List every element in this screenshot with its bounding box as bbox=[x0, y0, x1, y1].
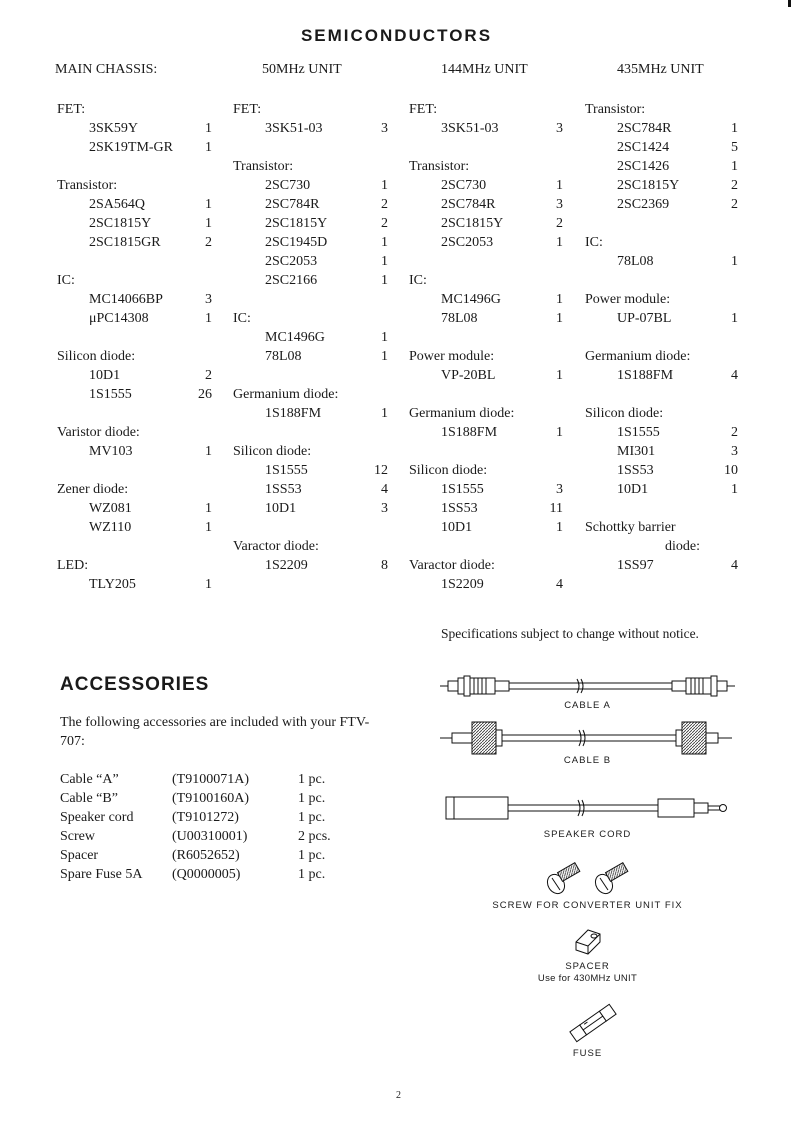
category-label: Transistor: bbox=[57, 178, 118, 193]
part-number: 78L08 bbox=[265, 349, 302, 364]
part-quantity: 2 bbox=[731, 197, 738, 212]
part-number: 1S188FM bbox=[265, 406, 322, 421]
part-quantity: 10 bbox=[724, 463, 738, 478]
part-number: 1SS53 bbox=[441, 501, 478, 516]
part-number: 2SC1426 bbox=[617, 159, 670, 174]
part-number: TLY205 bbox=[89, 577, 136, 592]
cable-b-illustration bbox=[440, 718, 735, 758]
part-row bbox=[585, 309, 738, 328]
accessory-part-number: (T9100160A) bbox=[172, 791, 249, 806]
part-number: 10D1 bbox=[265, 501, 297, 516]
part-row bbox=[585, 157, 738, 176]
part-quantity: 2 bbox=[731, 178, 738, 193]
part-quantity: 3 bbox=[556, 121, 563, 136]
accessory-part-number: (T9101272) bbox=[172, 810, 239, 825]
category-label: FET: bbox=[409, 102, 438, 117]
part-quantity: 1 bbox=[205, 577, 212, 592]
part-row bbox=[409, 214, 563, 233]
cable-a-illustration bbox=[440, 673, 735, 699]
part-number: 2SC730 bbox=[265, 178, 311, 193]
spacer-row bbox=[585, 271, 738, 290]
part-quantity: 1 bbox=[556, 235, 563, 250]
part-row bbox=[233, 404, 388, 423]
part-number: 1S1555 bbox=[89, 387, 132, 402]
part-number: 1SS53 bbox=[265, 482, 302, 497]
part-row bbox=[233, 252, 388, 271]
category-label: Power module: bbox=[409, 349, 495, 364]
part-row bbox=[233, 119, 388, 138]
part-quantity: 1 bbox=[205, 197, 212, 212]
part-quantity: 3 bbox=[556, 197, 563, 212]
part-quantity: 1 bbox=[381, 349, 388, 364]
part-number: 1SS97 bbox=[617, 558, 654, 573]
category-label: Silicon diode: bbox=[57, 349, 136, 364]
part-row bbox=[409, 119, 563, 138]
accessory-part-number: (T9100071A) bbox=[172, 772, 249, 787]
category-heading bbox=[233, 385, 388, 404]
column-header-144mhz: 144MHz UNIT bbox=[441, 62, 528, 77]
part-number: 3SK59Y bbox=[89, 121, 139, 136]
part-number: UP-07BL bbox=[617, 311, 672, 326]
category-heading bbox=[585, 233, 738, 252]
part-quantity: 2 bbox=[381, 216, 388, 231]
part-row bbox=[409, 195, 563, 214]
part-quantity: 5 bbox=[731, 140, 738, 155]
part-quantity: 8 bbox=[381, 558, 388, 573]
category-label: Germanium diode: bbox=[233, 387, 339, 402]
part-quantity: 26 bbox=[198, 387, 212, 402]
part-quantity: 2 bbox=[556, 216, 563, 231]
part-quantity: 3 bbox=[205, 292, 212, 307]
part-quantity: 4 bbox=[731, 558, 738, 573]
part-quantity: 2 bbox=[731, 425, 738, 440]
part-quantity: 1 bbox=[205, 121, 212, 136]
spacer-row bbox=[585, 328, 738, 347]
part-quantity: 1 bbox=[556, 425, 563, 440]
part-row bbox=[233, 233, 388, 252]
435mhz-unit-list bbox=[585, 100, 738, 575]
part-quantity: 11 bbox=[549, 501, 563, 516]
part-quantity: 1 bbox=[205, 501, 212, 516]
part-row bbox=[233, 195, 388, 214]
part-number: 2SC784R bbox=[441, 197, 496, 212]
category-label: Varactor diode: bbox=[233, 539, 319, 554]
part-number: 2SC1815Y bbox=[89, 216, 152, 231]
part-quantity: 1 bbox=[731, 311, 738, 326]
part-quantity: 1 bbox=[731, 159, 738, 174]
accessory-part-number: (R6052652) bbox=[172, 848, 240, 863]
category-heading bbox=[585, 404, 738, 423]
spacer-row bbox=[409, 442, 563, 461]
part-number: 2SC2053 bbox=[265, 254, 318, 269]
page-title: SEMICONDUCTORS bbox=[300, 26, 493, 45]
category-label: Varactor diode: bbox=[409, 558, 495, 573]
part-number: μPC14308 bbox=[89, 311, 149, 326]
screw-caption: SCREW FOR CONVERTER UNIT FIX bbox=[492, 900, 683, 911]
category-label: Germanium diode: bbox=[585, 349, 691, 364]
spacer-row bbox=[57, 404, 212, 423]
spacer-row bbox=[57, 252, 212, 271]
part-row bbox=[233, 176, 388, 195]
part-quantity: 1 bbox=[205, 520, 212, 535]
144mhz-unit-list bbox=[409, 100, 563, 594]
part-row bbox=[585, 461, 738, 480]
category-heading bbox=[233, 100, 388, 119]
part-row bbox=[585, 176, 738, 195]
category-label: diode: bbox=[665, 539, 700, 554]
accessory-quantity: 1 pc. bbox=[298, 810, 326, 825]
part-number: WZ081 bbox=[89, 501, 132, 516]
spacer-illustration bbox=[570, 924, 606, 958]
part-row bbox=[233, 499, 388, 518]
category-heading bbox=[57, 347, 212, 366]
part-number: MC14066BP bbox=[89, 292, 163, 307]
accessories-intro: The following accessories are included with your FTV-707: bbox=[60, 715, 370, 749]
accessory-part-number: (U00310001) bbox=[172, 829, 248, 844]
part-row bbox=[233, 556, 388, 575]
accessory-name: Spacer bbox=[60, 848, 99, 863]
part-row bbox=[585, 366, 738, 385]
part-quantity: 1 bbox=[731, 121, 738, 136]
part-number: 2SC1945D bbox=[265, 235, 328, 250]
spacer-row bbox=[409, 138, 563, 157]
part-number: 1S1555 bbox=[617, 425, 660, 440]
part-number: 1S1555 bbox=[265, 463, 308, 478]
part-number: 2SC1815GR bbox=[89, 235, 161, 250]
category-label: LED: bbox=[57, 558, 89, 573]
part-row bbox=[57, 366, 212, 385]
part-number: MV103 bbox=[89, 444, 133, 459]
part-quantity: 1 bbox=[381, 254, 388, 269]
part-number: 1SS53 bbox=[617, 463, 654, 478]
part-quantity: 2 bbox=[381, 197, 388, 212]
part-row bbox=[585, 423, 738, 442]
part-quantity: 3 bbox=[731, 444, 738, 459]
cable-a-caption: CABLE A bbox=[564, 700, 611, 711]
category-heading bbox=[57, 556, 212, 575]
part-row bbox=[585, 480, 738, 499]
part-quantity: 2 bbox=[205, 235, 212, 250]
category-heading bbox=[57, 100, 212, 119]
spacer-row bbox=[409, 537, 563, 556]
category-label: Silicon diode: bbox=[409, 463, 488, 478]
part-quantity: 1 bbox=[205, 444, 212, 459]
part-quantity: 1 bbox=[205, 311, 212, 326]
part-number: MI301 bbox=[617, 444, 656, 459]
part-row bbox=[409, 176, 563, 195]
accessory-name: Screw bbox=[60, 829, 95, 844]
spacer-row bbox=[409, 385, 563, 404]
part-number: 10D1 bbox=[89, 368, 121, 383]
part-number: 2SC1815Y bbox=[441, 216, 504, 231]
category-heading bbox=[57, 176, 212, 195]
category-heading bbox=[233, 442, 388, 461]
part-row bbox=[57, 575, 212, 594]
category-heading bbox=[585, 290, 738, 309]
spacer-caption: SPACER bbox=[565, 961, 610, 972]
part-number: 2SC730 bbox=[441, 178, 487, 193]
spacer-row bbox=[409, 252, 563, 271]
category-heading bbox=[57, 271, 212, 290]
part-row bbox=[409, 309, 563, 328]
part-row bbox=[409, 480, 563, 499]
category-label: Transistor: bbox=[409, 159, 470, 174]
part-row bbox=[409, 423, 563, 442]
category-label: Transistor: bbox=[585, 102, 646, 117]
part-row bbox=[585, 556, 738, 575]
part-number: MC1496G bbox=[441, 292, 501, 307]
category-label: IC: bbox=[409, 273, 427, 288]
part-number: 2SC2166 bbox=[265, 273, 318, 288]
part-row bbox=[233, 271, 388, 290]
part-number: WZ110 bbox=[89, 520, 132, 535]
part-row bbox=[409, 518, 563, 537]
spacer-row bbox=[233, 290, 388, 309]
part-row bbox=[57, 518, 212, 537]
accessory-name: Cable “A” bbox=[60, 772, 119, 787]
accessory-quantity: 1 pc. bbox=[298, 791, 326, 806]
part-number: 1S2209 bbox=[265, 558, 308, 573]
part-number: 1S188FM bbox=[617, 368, 674, 383]
part-quantity: 1 bbox=[381, 178, 388, 193]
spacer-row bbox=[233, 138, 388, 157]
part-quantity: 1 bbox=[731, 482, 738, 497]
accessory-quantity: 2 pcs. bbox=[298, 829, 331, 844]
category-label: Germanium diode: bbox=[409, 406, 515, 421]
spacer-row bbox=[233, 366, 388, 385]
accessory-name: Cable “B” bbox=[60, 791, 118, 806]
part-quantity: 1 bbox=[381, 235, 388, 250]
part-row bbox=[57, 290, 212, 309]
part-number: 78L08 bbox=[441, 311, 478, 326]
part-number: 1S1555 bbox=[441, 482, 484, 497]
part-row bbox=[57, 442, 212, 461]
column-header-50mhz: 50MHz UNIT bbox=[262, 62, 342, 77]
category-label: IC: bbox=[585, 235, 603, 250]
speaker-cord-illustration bbox=[446, 794, 731, 822]
part-row bbox=[233, 328, 388, 347]
part-row bbox=[585, 195, 738, 214]
part-quantity: 1 bbox=[731, 254, 738, 269]
part-row bbox=[585, 138, 738, 157]
part-number: 10D1 bbox=[617, 482, 649, 497]
part-quantity: 1 bbox=[381, 273, 388, 288]
part-row bbox=[57, 385, 212, 404]
part-quantity: 1 bbox=[556, 178, 563, 193]
screw-illustration bbox=[544, 860, 636, 896]
part-row bbox=[57, 138, 212, 157]
part-number: 1S188FM bbox=[441, 425, 498, 440]
spacer-row bbox=[233, 518, 388, 537]
part-quantity: 4 bbox=[381, 482, 388, 497]
spacer-row bbox=[585, 214, 738, 233]
part-row bbox=[57, 309, 212, 328]
part-number: 1S2209 bbox=[441, 577, 484, 592]
cable-b-caption: CABLE B bbox=[563, 755, 612, 766]
spacer-row bbox=[585, 499, 738, 518]
column-header-main-chassis: MAIN CHASSIS: bbox=[55, 62, 158, 77]
part-number: 2SC784R bbox=[617, 121, 672, 136]
category-heading bbox=[57, 480, 212, 499]
category-heading bbox=[585, 100, 738, 119]
part-row bbox=[409, 499, 563, 518]
part-number: 78L08 bbox=[617, 254, 654, 269]
part-quantity: 1 bbox=[556, 520, 563, 535]
accessory-quantity: 1 pc. bbox=[298, 772, 326, 787]
part-row bbox=[585, 252, 738, 271]
category-heading bbox=[409, 347, 563, 366]
50mhz-unit-list bbox=[233, 100, 388, 575]
corner-mark bbox=[788, 0, 791, 7]
part-quantity: 3 bbox=[556, 482, 563, 497]
part-row bbox=[233, 214, 388, 233]
category-label: Transistor: bbox=[233, 159, 294, 174]
part-number: 2SC1815Y bbox=[617, 178, 680, 193]
part-quantity: 1 bbox=[556, 292, 563, 307]
category-heading bbox=[409, 100, 563, 119]
category-label: IC: bbox=[233, 311, 251, 326]
part-row bbox=[233, 461, 388, 480]
part-row bbox=[409, 575, 563, 594]
fuse-caption: FUSE bbox=[572, 1048, 603, 1059]
speaker-cord-caption: SPEAKER CORD bbox=[543, 829, 632, 840]
part-quantity: 1 bbox=[556, 311, 563, 326]
part-row bbox=[57, 195, 212, 214]
part-quantity: 1 bbox=[381, 330, 388, 345]
part-number: 10D1 bbox=[441, 520, 473, 535]
part-row bbox=[585, 119, 738, 138]
part-quantity: 4 bbox=[556, 577, 563, 592]
spec-note: Specifications subject to change without notice. bbox=[441, 626, 699, 641]
spacer-row bbox=[57, 537, 212, 556]
accessory-quantity: 1 pc. bbox=[298, 848, 326, 863]
category-heading bbox=[409, 404, 563, 423]
part-number: 2SA564Q bbox=[89, 197, 146, 212]
category-label: Varistor diode: bbox=[57, 425, 140, 440]
category-heading bbox=[409, 461, 563, 480]
part-row bbox=[233, 347, 388, 366]
category-heading bbox=[409, 157, 563, 176]
category-label: Silicon diode: bbox=[233, 444, 312, 459]
category-heading bbox=[585, 347, 738, 366]
category-heading bbox=[585, 518, 738, 537]
accessories-title: ACCESSORIES bbox=[60, 674, 210, 695]
part-number: 2SC2369 bbox=[617, 197, 670, 212]
part-number: 3SK51-03 bbox=[265, 121, 323, 136]
part-row bbox=[409, 233, 563, 252]
category-heading bbox=[409, 556, 563, 575]
category-heading bbox=[57, 423, 212, 442]
part-row bbox=[585, 442, 738, 461]
category-heading bbox=[233, 537, 388, 556]
part-row bbox=[57, 119, 212, 138]
fuse-illustration bbox=[563, 1002, 623, 1044]
part-row bbox=[409, 290, 563, 309]
spacer-row bbox=[585, 385, 738, 404]
category-label: FET: bbox=[57, 102, 86, 117]
part-quantity: 2 bbox=[205, 368, 212, 383]
part-number: 2SK19TM-GR bbox=[89, 140, 174, 155]
category-heading bbox=[233, 157, 388, 176]
part-number: 2SC784R bbox=[265, 197, 320, 212]
spacer-row bbox=[57, 328, 212, 347]
category-heading bbox=[409, 271, 563, 290]
part-row bbox=[233, 480, 388, 499]
column-header-435mhz: 435MHz UNIT bbox=[617, 62, 704, 77]
spacer-row bbox=[57, 157, 212, 176]
spacer-row bbox=[57, 461, 212, 480]
spacer-row bbox=[233, 423, 388, 442]
part-number: MC1496G bbox=[265, 330, 325, 345]
part-quantity: 1 bbox=[205, 140, 212, 155]
part-number: 2SC2053 bbox=[441, 235, 494, 250]
part-row bbox=[57, 233, 212, 252]
part-quantity: 3 bbox=[381, 121, 388, 136]
accessory-name: Spare Fuse 5A bbox=[60, 867, 143, 882]
part-row bbox=[409, 366, 563, 385]
category-label: FET: bbox=[233, 102, 262, 117]
spacer-note: Use for 430MHz UNIT bbox=[537, 973, 638, 984]
category-label: Zener diode: bbox=[57, 482, 129, 497]
part-quantity: 4 bbox=[731, 368, 738, 383]
category-heading bbox=[585, 537, 738, 556]
category-label: Power module: bbox=[585, 292, 671, 307]
part-number: 2SC1424 bbox=[617, 140, 670, 155]
part-quantity: 1 bbox=[381, 406, 388, 421]
category-label: Silicon diode: bbox=[585, 406, 664, 421]
accessory-quantity: 1 pc. bbox=[298, 867, 326, 882]
accessory-name: Speaker cord bbox=[60, 810, 134, 825]
part-quantity: 1 bbox=[556, 368, 563, 383]
accessory-part-number: (Q0000005) bbox=[172, 867, 241, 882]
main-chassis-list bbox=[57, 100, 212, 594]
part-quantity: 1 bbox=[205, 216, 212, 231]
category-label: IC: bbox=[57, 273, 75, 288]
part-number: 2SC1815Y bbox=[265, 216, 328, 231]
page-number: 2 bbox=[396, 1090, 401, 1101]
part-number: VP-20BL bbox=[441, 368, 496, 383]
category-label: Schottky barrier bbox=[585, 520, 676, 535]
part-quantity: 3 bbox=[381, 501, 388, 516]
part-row bbox=[57, 214, 212, 233]
part-row bbox=[57, 499, 212, 518]
category-heading bbox=[233, 309, 388, 328]
spacer-row bbox=[409, 328, 563, 347]
part-number: 3SK51-03 bbox=[441, 121, 499, 136]
part-quantity: 12 bbox=[374, 463, 388, 478]
